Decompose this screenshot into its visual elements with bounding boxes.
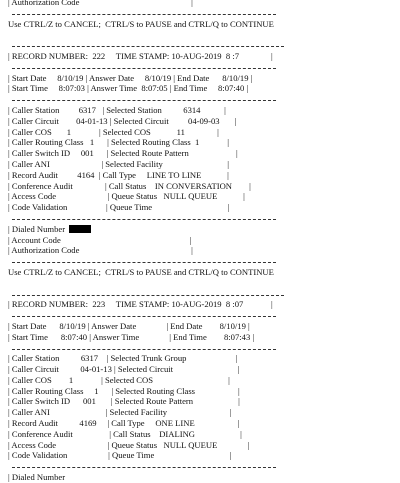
record-222-authorization-code: | Authorization Code | — [8, 245, 193, 256]
record-222-code-validation: | Code Validation | Queue Time | — [8, 202, 230, 213]
record-222-switch-id: | Caller Switch ID 001 | Selected Route Pattern | — [8, 148, 238, 159]
divider — [8, 94, 392, 105]
divider — [8, 213, 392, 224]
margin-mark: | — [271, 299, 273, 310]
record-223-code-validation: | Code Validation | Queue Time | — [8, 450, 232, 461]
record-223-header: | RECORD NUMBER: 223 TIME STAMP: 10-AUG-2019 8 :07 | — [8, 299, 273, 310]
continue-prompt: Use CTRL/Z to CANCEL; CTRL/S to PAUSE and CTRL/Q to CONTINUE — [8, 266, 274, 277]
record-223-routing-class: | Caller Routing Class 1 | Selected Routing Class | — [8, 385, 240, 396]
record-222-dialed-number: | Dialed Number — [8, 224, 392, 235]
record-222-caller-station: | Caller Station 6317 | Selected Station 6314 | — [8, 104, 226, 115]
divider — [8, 8, 392, 19]
authorization-code-line: | Authorization Code | — [8, 0, 193, 7]
record-222-caller-cos: | Caller COS 1 | Selected COS 11 | — [8, 126, 219, 137]
divider — [8, 461, 392, 472]
record-222-times: | Start Time 8:07:03 | Answer Time 8:07:05 | End Time 8:07:40 | — [8, 83, 249, 94]
record-223-caller-station: | Caller Station 6317 | Selected Trunk Group | — [8, 353, 238, 364]
continue-prompt: Use CTRL/Z to CANCEL; CTRL/S to PAUSE and CTRL/Q to CONTINUE — [8, 18, 274, 29]
record-222-conference-audit: | Conference Audit | Call Status IN CONVERSATION | — [8, 180, 251, 191]
divider — [8, 40, 392, 51]
record-223-conference-audit: | Conference Audit | Call Status DIALING | — [8, 428, 242, 439]
record-223-access-code: | Access Code | Queue Status NULL QUEUE | — [8, 439, 250, 450]
record-223-dates: | Start Date 8/10/19 | Answer Date | End Date 8/10/19 | — [8, 320, 250, 331]
record-223-switch-id: | Caller Switch ID 001 | Selected Route Pattern | — [8, 396, 240, 407]
divider — [8, 289, 392, 300]
record-223-caller-ani: | Caller ANI | Selected Facility | — [8, 407, 232, 418]
divider — [8, 343, 392, 354]
divider — [8, 310, 392, 321]
record-223-times: | Start Time 8:07:40 | Answer Time | End Time 8:07:43 | — [8, 331, 255, 342]
record-223-record-audit: | Record Audit 4169 | Call Type ONE LINE | — [8, 418, 240, 429]
record-222-record-audit: | Record Audit 4164 | Call Type LINE TO LINE | — [8, 169, 229, 180]
record-223-caller-circuit: | Caller Circuit 04-01-13 | Selected Circuit | — [8, 364, 240, 375]
redaction-bar — [69, 225, 91, 233]
record-222-header: | RECORD NUMBER: 222 TIME STAMP: 10-AUG-2019 8 :7 | — [8, 50, 273, 61]
terminal-log-document — [8, 0, 392, 483]
record-223-caller-cos: | Caller COS 1 | Selected COS | — [8, 374, 230, 385]
record-222-account-code: | Account Code | — [8, 234, 192, 245]
record-222-caller-ani: | Caller ANI | Selected Facility | — [8, 158, 229, 169]
margin-mark: | — [271, 50, 273, 61]
record-222-access-code: | Access Code | Queue Status NULL QUEUE | — [8, 191, 245, 202]
record-222-caller-circuit: | Caller Circuit 04-01-13 | Selected Circuit 04-09-03 | — [8, 115, 237, 126]
spacer — [8, 278, 392, 289]
record-222-dates: | Start Date 8/10/19 | Answer Date 8/10/19 | End Date 8/10/19 | — [8, 72, 253, 83]
record-222-routing-class: | Caller Routing Class 1 | Selected Routing Class 1 | — [8, 137, 229, 148]
record-223-dialed-number: | Dialed Number — [8, 472, 66, 483]
divider — [8, 256, 392, 267]
divider — [8, 62, 392, 73]
spacer — [8, 29, 392, 40]
